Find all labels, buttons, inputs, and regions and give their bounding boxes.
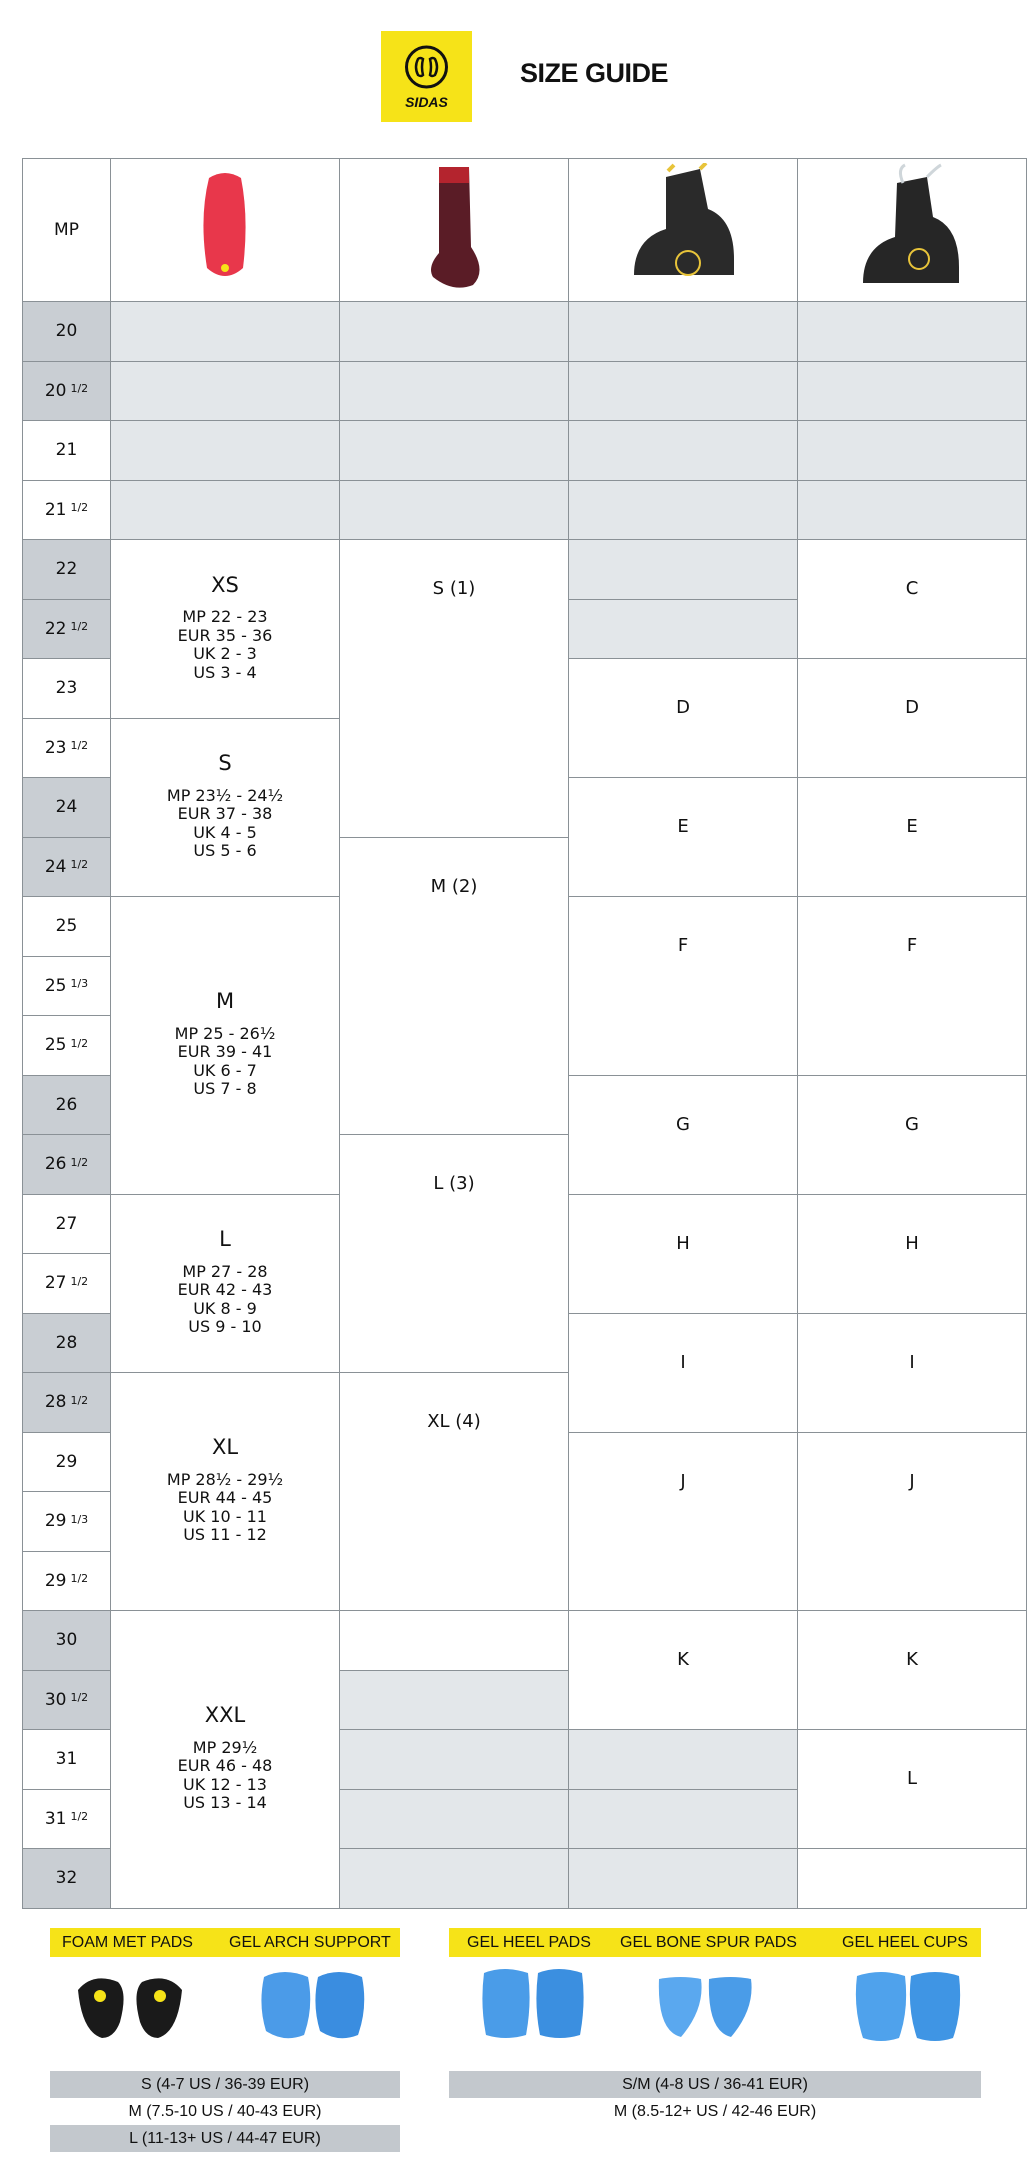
mp-value: 31: [44, 1808, 67, 1829]
liner-empty-5: [568, 599, 798, 660]
mp-row-13: [22, 1075, 111, 1136]
mp-value: 29: [55, 1451, 78, 1472]
sock-empty-1: [339, 361, 569, 422]
mp-value: 30: [55, 1630, 78, 1651]
mp-value: 20: [44, 380, 67, 401]
mp-fraction: 1/2: [70, 620, 89, 634]
liner-size-6: [568, 1432, 798, 1612]
left-size-s: S (4-7 US / 36-39 EUR): [50, 2071, 400, 2098]
mp-fraction: 1/2: [70, 382, 89, 396]
insole-size-0: [110, 539, 340, 719]
product-header-3: [568, 158, 798, 302]
mp-row-4: [22, 539, 111, 600]
mp-row-21: [22, 1551, 111, 1612]
heated-empty-1: [797, 361, 1027, 422]
insole-size-line: EUR 46 - 48: [177, 1756, 273, 1775]
insole-size-line: EUR 35 - 36: [177, 625, 273, 645]
insole-size-5: [110, 1610, 340, 1909]
insole-size-line: UK 4 - 5: [193, 822, 257, 842]
liner-size-label: K: [677, 1649, 689, 1670]
heated-liner-size-1: [797, 658, 1027, 778]
mp-value: 25: [44, 1035, 67, 1056]
foam-met-pads-icon: [70, 1970, 190, 2050]
mp-value: 24: [44, 856, 67, 877]
liner-empty-25: [568, 1789, 798, 1850]
liner-empty-2: [568, 420, 798, 481]
sock-size-label: S (1): [432, 578, 476, 599]
heated-empty-2: [797, 420, 1027, 481]
sidas-logo: [381, 31, 472, 122]
sock-size-1: [339, 837, 569, 1136]
mp-value: 21: [55, 440, 78, 461]
insole-icon: [195, 168, 255, 293]
insole-size-label: M: [215, 989, 235, 1013]
mp-fraction: 1/3: [70, 1512, 89, 1526]
mp-row-18: [22, 1372, 111, 1433]
mp-fraction: 1/2: [70, 1155, 89, 1169]
sock-empty-22: [339, 1610, 569, 1671]
mp-value: 23: [44, 737, 67, 758]
liner-size-label: E: [677, 816, 689, 837]
mp-fraction: 1/3: [70, 977, 89, 991]
liner-empty-0: [568, 301, 798, 362]
insole-size-line: US 13 - 14: [183, 1793, 267, 1812]
mp-value: 32: [55, 1868, 78, 1889]
heated-empty-3: [797, 480, 1027, 541]
insole-size-label: S: [218, 751, 232, 775]
heated-liner-size-6: [797, 1313, 1027, 1433]
heated-empty-0: [797, 301, 1027, 362]
label-gel-heel-cups: GEL HEEL CUPS: [842, 1934, 968, 1951]
mp-value: 23: [55, 678, 78, 699]
heated-liner-size-label: K: [906, 1649, 918, 1670]
sock-size-2: [339, 1134, 569, 1373]
insole-empty-1: [110, 361, 340, 422]
label-gel-arch-support: GEL ARCH SUPPORT: [229, 1934, 391, 1951]
insole-size-block: [177, 1703, 273, 1813]
mp-value: 24: [55, 797, 78, 818]
sock-empty-3: [339, 480, 569, 541]
sock-size-label: L (3): [433, 1173, 475, 1194]
liner-empty-1: [568, 361, 798, 422]
liner-size-label: H: [676, 1232, 690, 1254]
mp-row-19: [22, 1432, 111, 1493]
liner-size-7: [568, 1610, 798, 1730]
mp-fraction: 1/2: [70, 1572, 89, 1586]
insole-size-line: US 3 - 4: [193, 662, 257, 682]
insole-size-block: [166, 1435, 284, 1545]
heated-liner-size-label: C: [905, 578, 919, 599]
insole-size-line: UK 8 - 9: [193, 1298, 257, 1318]
sidas-feet-logo-icon: [381, 31, 472, 122]
right-size-sm: S/M (4-8 US / 36-41 EUR): [449, 2071, 981, 2098]
liner-size-5: [568, 1313, 798, 1433]
sock-icon: [419, 163, 489, 298]
mp-value: 31: [55, 1749, 78, 1770]
insole-size-label: XXL: [204, 1703, 246, 1727]
sock-empty-25: [339, 1789, 569, 1850]
insole-size-label: XL: [211, 1435, 239, 1460]
mp-value: 22: [55, 559, 78, 580]
mp-fraction: 1/2: [70, 1274, 89, 1288]
mp-fraction: 1/2: [70, 1036, 89, 1050]
page-title: SIZE GUIDE: [520, 58, 669, 88]
gel-heel-cups-icon: [853, 1968, 965, 2044]
mp-fraction: 1/2: [70, 1691, 89, 1705]
sock-size-3: [339, 1372, 569, 1611]
liner-empty-26: [568, 1848, 798, 1909]
sock-empty-24: [339, 1729, 569, 1790]
right-accessory-label-bar: [449, 1928, 981, 1957]
liner-size-1: [568, 777, 798, 897]
liner-empty-3: [568, 480, 798, 541]
sock-empty-0: [339, 301, 569, 362]
product-header-2: [339, 158, 569, 302]
insole-size-3: [110, 1194, 340, 1374]
mp-row-25: [22, 1789, 111, 1850]
mp-row-14: [22, 1134, 111, 1195]
label-gel-bone-spur-pads: GEL BONE SPUR PADS: [620, 1934, 797, 1951]
mp-header-cell: [22, 158, 111, 302]
mp-row-23: [22, 1670, 111, 1731]
heated-liner-size-label: F: [906, 935, 918, 956]
insole-size-line: EUR 37 - 38: [177, 804, 273, 823]
mp-value: 27: [55, 1213, 78, 1234]
mp-value: 26: [44, 1154, 67, 1175]
heated-empty-26: [797, 1848, 1027, 1909]
heated-liner-size-5: [797, 1194, 1027, 1314]
insole-empty-3: [110, 480, 340, 541]
liner-size-label: D: [676, 697, 690, 718]
heated-liner-size-7: [797, 1432, 1027, 1612]
mp-fraction: 1/2: [70, 1393, 89, 1407]
liner-size-label: I: [680, 1351, 686, 1373]
insole-size-block: [174, 989, 276, 1099]
insole-size-line: MP 29½: [192, 1737, 258, 1757]
mp-value: 27: [44, 1273, 67, 1294]
liner-size-label: G: [676, 1113, 690, 1135]
heated-liner-size-3: [797, 896, 1027, 1076]
mp-row-15: [22, 1194, 111, 1255]
insole-size-line: UK 2 - 3: [193, 644, 257, 663]
product-header-1: [110, 158, 340, 302]
heated-liner-size-label: G: [905, 1113, 919, 1135]
gel-bone-spur-pads-icon: [655, 1975, 755, 2041]
mp-row-5: [22, 599, 111, 660]
heated-liner-size-label: D: [905, 697, 919, 718]
left-size-l: L (11-13+ US / 44-47 EUR): [50, 2125, 400, 2152]
sock-empty-2: [339, 420, 569, 481]
insole-empty-0: [110, 301, 340, 362]
mp-value: 21: [44, 499, 67, 520]
label-gel-heel-pads: GEL HEEL PADS: [467, 1934, 591, 1951]
heated-liner-size-label: E: [906, 816, 918, 837]
insole-size-4: [110, 1372, 340, 1611]
insole-size-line: MP 22 - 23: [182, 607, 268, 626]
heated-liner-size-label: H: [905, 1232, 919, 1254]
mp-row-22: [22, 1610, 111, 1671]
mp-value: 30: [44, 1689, 67, 1710]
mp-row-0: [22, 301, 111, 362]
heated-liner-size-2: [797, 777, 1027, 897]
insole-size-block: [177, 1227, 273, 1337]
heated-liner-size-label: L: [906, 1768, 918, 1789]
sock-size-label: XL (4): [427, 1411, 481, 1432]
insole-size-line: UK 12 - 13: [183, 1774, 267, 1794]
mp-row-12: [22, 1015, 111, 1076]
insole-size-line: MP 27 - 28: [182, 1261, 268, 1281]
liner-empty-24: [568, 1729, 798, 1790]
insole-size-line: US 7 - 8: [193, 1079, 257, 1098]
liner-size-4: [568, 1194, 798, 1314]
mp-row-26: [22, 1848, 111, 1909]
heated-liner-size-label: J: [909, 1470, 915, 1492]
insole-size-line: US 5 - 6: [193, 841, 257, 860]
product-header-4: [797, 158, 1027, 302]
mp-value: 25: [55, 916, 78, 937]
heated-liner-size-4: [797, 1075, 1027, 1195]
left-accessory-label-bar: [50, 1928, 400, 1957]
mp-fraction: 1/2: [70, 739, 89, 753]
insole-size-line: EUR 39 - 41: [177, 1042, 273, 1061]
insole-size-label: XS: [211, 572, 239, 597]
liner-size-2: [568, 896, 798, 1076]
insole-size-line: UK 6 - 7: [193, 1060, 257, 1080]
insole-size-line: MP 25 - 26½: [174, 1023, 276, 1043]
insole-size-line: UK 10 - 11: [183, 1506, 267, 1526]
mp-fraction: 1/2: [70, 1810, 89, 1824]
mp-row-8: [22, 777, 111, 838]
mp-fraction: 1/2: [70, 501, 89, 515]
insole-size-1: [110, 718, 340, 898]
heated-boot-liner-icon: [857, 163, 967, 298]
mp-value: 28: [44, 1392, 67, 1413]
gel-arch-support-icon: [258, 1965, 368, 2045]
liner-size-0: [568, 658, 798, 778]
mp-value: 25: [44, 975, 67, 996]
mp-value: 26: [55, 1094, 78, 1115]
boot-liner-icon: [628, 163, 738, 298]
heated-liner-size-label: I: [909, 1351, 915, 1373]
sock-size-label: M (2): [430, 875, 478, 897]
insole-size-line: MP 23½ - 24½: [166, 785, 284, 805]
mp-row-10: [22, 896, 111, 957]
gel-heel-pads-icon: [478, 1965, 590, 2045]
mp-row-6: [22, 658, 111, 719]
insole-size-line: MP 28½ - 29½: [166, 1469, 284, 1489]
liner-size-3: [568, 1075, 798, 1195]
insole-size-line: EUR 44 - 45: [177, 1488, 273, 1508]
heated-liner-size-9: [797, 1729, 1027, 1849]
mp-value: 29: [44, 1511, 67, 1532]
insole-size-line: US 11 - 12: [183, 1525, 267, 1545]
liner-size-label: F: [677, 935, 689, 956]
left-size-m: M (7.5-10 US / 40-43 EUR): [128, 2102, 322, 2120]
insole-size-line: US 9 - 10: [188, 1317, 262, 1336]
mp-row-11: [22, 956, 111, 1017]
insole-size-label: L: [219, 1227, 231, 1251]
heated-liner-size-8: [797, 1610, 1027, 1730]
heated-liner-size-0: [797, 539, 1027, 659]
mp-row-1: [22, 361, 111, 422]
mp-row-17: [22, 1313, 111, 1374]
liner-size-label: J: [680, 1470, 686, 1492]
mp-value: 28: [55, 1332, 78, 1353]
right-size-m: M (8.5-12+ US / 42-46 EUR): [613, 2102, 817, 2120]
insole-size-line: EUR 42 - 43: [177, 1280, 273, 1299]
sock-size-0: [339, 539, 569, 838]
mp-header: MP: [54, 220, 79, 240]
mp-fraction: 1/2: [70, 858, 89, 872]
insole-empty-2: [110, 420, 340, 481]
mp-row-2: [22, 420, 111, 481]
sock-empty-26: [339, 1848, 569, 1909]
mp-row-16: [22, 1253, 111, 1314]
mp-row-24: [22, 1729, 111, 1790]
insole-size-2: [110, 896, 340, 1195]
svg-text:SIDAS: SIDAS: [405, 94, 448, 110]
insole-size-block: [166, 751, 284, 861]
mp-value: 22: [44, 618, 67, 639]
mp-row-7: [22, 718, 111, 779]
mp-row-20: [22, 1491, 111, 1552]
mp-row-9: [22, 837, 111, 898]
mp-value: 29: [44, 1570, 67, 1591]
mp-row-3: [22, 480, 111, 541]
liner-empty-4: [568, 539, 798, 600]
label-foam-met-pads: FOAM MET PADS: [62, 1934, 193, 1951]
sock-empty-23: [339, 1670, 569, 1731]
insole-size-block: [177, 572, 273, 683]
mp-value: 20: [55, 321, 78, 342]
